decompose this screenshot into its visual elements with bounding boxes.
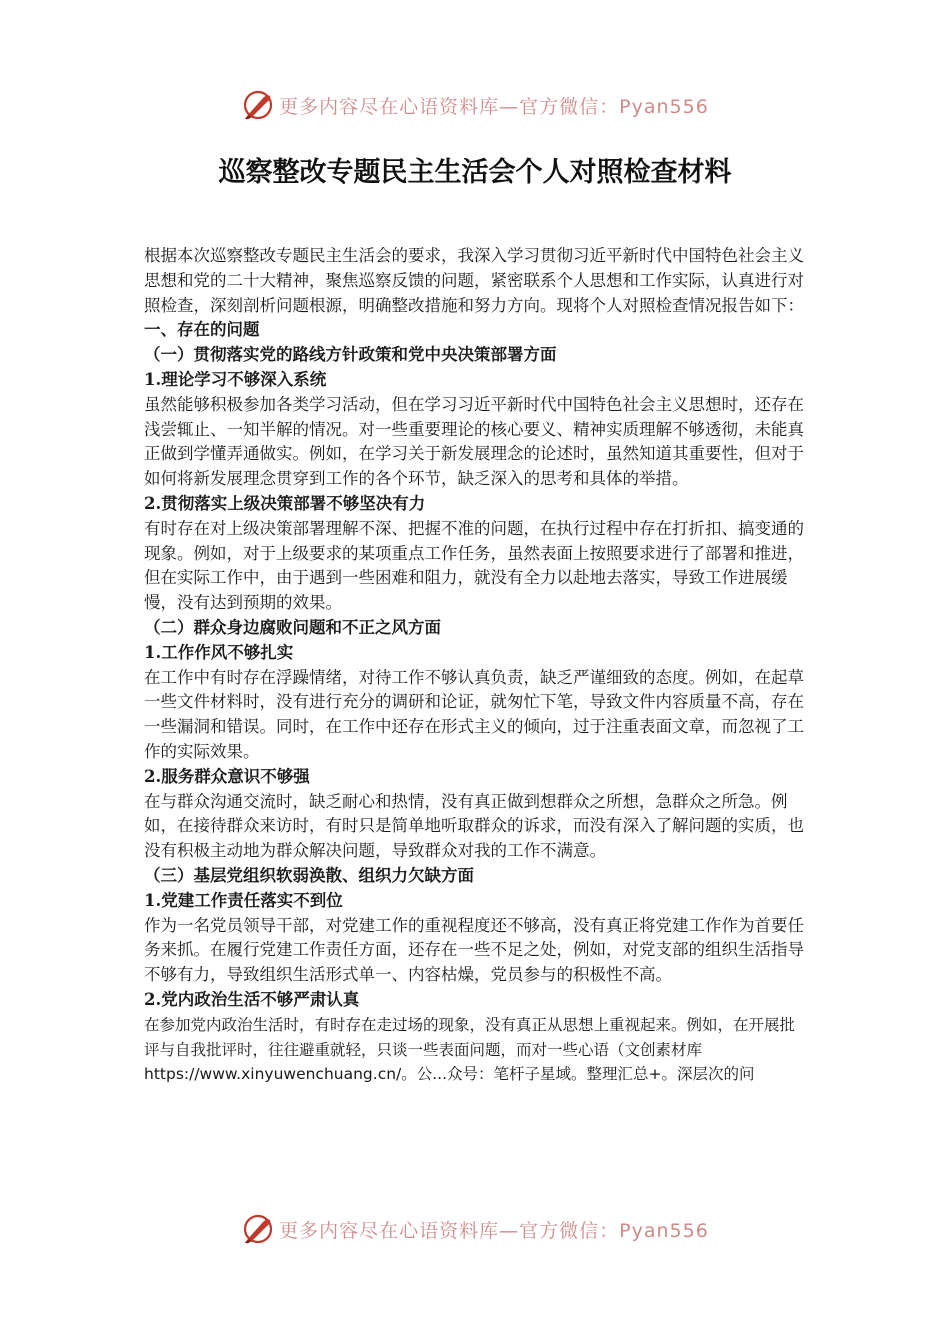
item-heading: 1.工作作风不够扎实: [144, 642, 294, 662]
subsection-heading: （三）基层党组织软弱涣散、组织力欠缺方面: [144, 865, 474, 885]
item-paragraph: 有时存在对上级决策部署理解不深、把握不准的问题，在执行过程中存在打折扣、搞变通的现象。例如，对于上级要求的某项重点工作任务，虽然表面上按照要求进行了部署和推进，但在实际工作中，由于遇到一些困难和阻力，就没有全力以赴地去落实，导致工作进展缓慢，没有达到预期的效果。: [144, 518, 804, 613]
intro-paragraph: 根据本次巡察整改专题民主生活会的要求，我深入学习贯彻习近平新时代中国特色社会主义思想和党的二十大精神，聚焦巡察反馈的问题，紧密联系个人思想和工作实际，认真进行对照检查，深刻剖析问题根源，明确整改措施和努力方向。现将个人对照检查情况报告如下：: [144, 246, 804, 315]
brush-logo-icon: [241, 1212, 275, 1246]
item-heading: 1.理论学习不够深入系统: [144, 369, 327, 389]
subsection-heading: （二）群众身边腐败问题和不正之风方面: [144, 617, 441, 637]
item-heading: 1.党建工作责任落实不到位: [144, 890, 343, 910]
item-heading: 2.贯彻落实上级决策部署不够坚决有力: [144, 493, 426, 513]
item-paragraph: 在参加党内政治生活时，有时存在走过场的现象，没有真正从思想上重视起来。例如，在开展批评与自我批评时，往往避重就轻，只谈一些表面问题，而对一些心语（文创素材库https://www.xinyuwenchuang.cn/。公...众号：笔杆子星域。整理汇总+。深层次的问: [144, 1015, 796, 1084]
item-paragraph: 虽然能够积极参加各类学习活动，但在学习习近平新时代中国特色社会主义思想时，还存在浅尝辄止、一知半解的情况。对一些重要理论的核心要义、精神实质理解不够透彻，未能真正做到学懂弄通做实。例如，在学习关于新发展理念的论述时，虽然知道其重要性，但对于如何将新发展理念贯穿到工作的各个环节，缺乏深入的思考和具体的举措。: [144, 394, 804, 489]
item-paragraph: 在与群众沟通交流时，缺乏耐心和热情，没有真正做到想群众之所想，急群众之所急。例如，在接待群众来访时，有时只是简单地听取群众的诉求，而没有深入了解问题的实质，也没有积极主动地为群众解决问题，导致群众对我的工作不满意。: [144, 791, 804, 861]
document-body: [144, 244, 810, 1087]
banner-text: 更多内容尽在心语资料库—官方微信：Pyan556: [279, 1219, 709, 1242]
item-paragraph: 作为一名党员领导干部，对党建工作的重视程度还不够高，没有真正将党建工作作为首要任务来抓。在履行党建工作责任方面，还存在一些不足之处，例如，对党支部的组织生活指导不够有力，导致组织生活形式单一、内容枯燥，党员参与的积极性不高。: [144, 915, 804, 985]
section-heading: 一、存在的问题: [144, 320, 260, 340]
document-title: 巡察整改专题民主生活会个人对照检查材料: [218, 157, 732, 188]
footer-banner: [0, 1204, 950, 1254]
item-paragraph: 在工作中有时存在浮躁情绪，对待工作不够认真负责，缺乏严谨细致的态度。例如，在起草一些文件材料时，没有进行充分的调研和论证，就匆忙下笔，导致文件内容质量不高，存在一些漏洞和错误。同时，在工作中还存在形式主义的倾向，过于注重表面文章，而忽视了工作的实际效果。: [144, 667, 804, 761]
brush-logo-icon: [241, 88, 275, 122]
item-heading: 2.党内政治生活不够严肃认真: [144, 989, 360, 1009]
subsection-heading: （一）贯彻落实党的路线方针政策和党中央决策部署方面: [144, 345, 557, 365]
banner-text: 更多内容尽在心语资料库—官方微信：Pyan556: [279, 95, 709, 118]
header-banner: [0, 80, 950, 130]
item-heading: 2.服务群众意识不够强: [144, 766, 310, 786]
